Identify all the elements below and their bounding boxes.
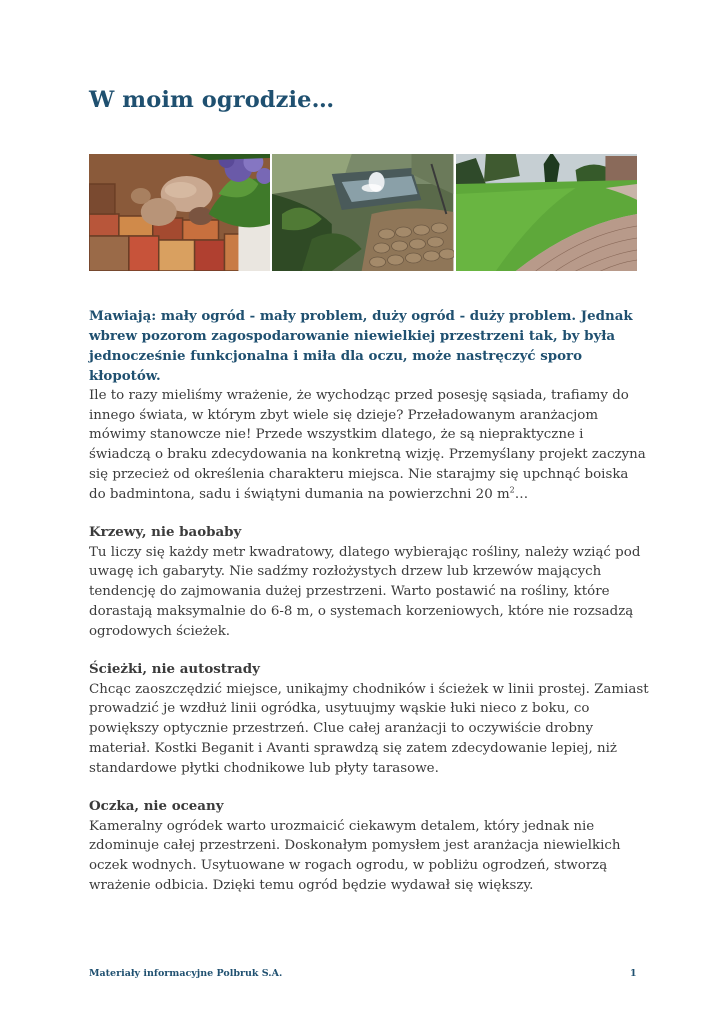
- section-ponds: [89, 797, 649, 896]
- page-number: 1: [630, 968, 637, 979]
- section-heading: Ścieżki, nie autostrady: [89, 661, 260, 677]
- section-heading: Krzewy, nie baobaby: [89, 524, 242, 540]
- garden-photo-strip: [89, 154, 637, 271]
- page-title: W moim ogrodzie…: [89, 87, 335, 113]
- section-paths: [89, 660, 649, 778]
- photo-garden-pond: [272, 154, 453, 271]
- intro-paragraph: [89, 386, 649, 504]
- section-text: Kameralny ogródek warto urozmaicić ciekawym detalem, który jednak nie zdominuje całej przestrzeni. Doskonałym pomysłem jest aranżacja niewielkich oczek wodnych. Usytuowane w rogach ogrodu, w pobliżu ogrodzeń, stworzą wrażenie odbicia. Dzięki temu ogród będzie wydawał się większy.: [89, 818, 621, 893]
- section-text: Tu liczy się każdy metr kwadratowy, dlatego wybierając rośliny, należy wziąć pod uwagę ich gabaryty. Nie sadźmy rozłożystych drzew lub krzewów mających tendencję do zajmowania dużej przestrzeni. Warto postawić na rośliny, które dorastają maksymalnie do 6-8 m, o systemach korzeniowych, które nie rozsadzą ogrodowych ścieżek.: [89, 544, 641, 639]
- photo-lawn-path: [456, 154, 637, 271]
- section-heading: Oczka, nie oceany: [89, 798, 224, 814]
- superscript: 2: [509, 485, 515, 495]
- photo-stones-and-pavers: [89, 154, 270, 271]
- section-shrubs: [89, 523, 649, 641]
- intro-ellipsis: …: [514, 486, 529, 502]
- section-text: Chcąc zaoszczędzić miejsce, unikajmy chodników i ścieżek w linii prostej. Zamiast prowadzić je wzdłuż linii ogródka, usytuujmy wąskie łuki nieco z boku, co powiększy optycznie przestrzeń. Clue całej aranżacji to oczywiście drobny materiał. Kostki Beganit i Avanti sprawdzą się zatem zdecydowanie lepiej, niż standardowe płytki chodnikowe lub płyty tarasowe.: [89, 681, 649, 776]
- footer-company: Materiały informacyjne Polbruk S.A.: [89, 968, 283, 979]
- lead-paragraph: Mawiają: mały ogród - mały problem, duży ogród - duży problem. Jednak wbrew pozorom zagospodarowanie niewielkiej przestrzeni tak, by była jednocześnie funkcjonalna i miła dla oczu, może nastręczyć sporo kłopotów.: [89, 308, 633, 384]
- intro-text: Ile to razy mieliśmy wrażenie, że wychodząc przed posesję sąsiada, trafiamy do innego świata, w którym zbyt wiele się dzieje? Przeładowanym aranżacjom mówimy stanowcze nie! Przede wszystkim dlatego, że są niepraktyczne i świadczą o braku zdecydowania na konkretną wizję. Przemyślany projekt zaczyna się przecież od określenia charakteru miejsca. Nie starajmy się upchnąć boiska do badmintona, sadu i świątyni dumania na powierzchni 20 m: [89, 388, 646, 502]
